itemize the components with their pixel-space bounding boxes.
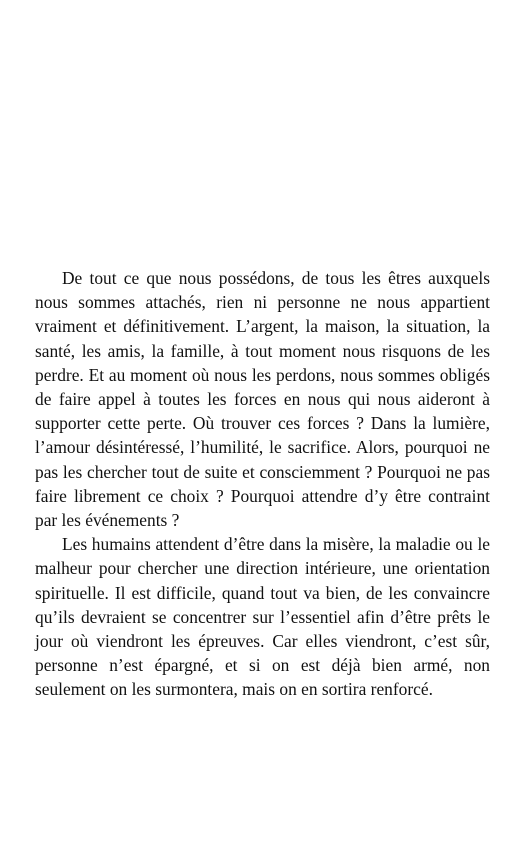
paragraph-2: Les humains attendent d’être dans la misère, la maladie ou le malheur pour chercher une direction intérieure, une orientation spirituelle. Il est difficile, quand tout va bien, de les convaincre qu’ils devraient se concentrer sur l’essentiel afin d’être prêts le jour où viendront les épreuves. Car elles viendront, c’est sûr, personne n’est épargné, et si on est déjà bien armé, non seulement on les surmontera, mais on en sortira renforcé.: [35, 534, 490, 700]
paragraph-1: De tout ce que nous possédons, de tous les êtres auxquels nous sommes attachés, rien ni personne ne nous appartient vraiment et définitivement. L’argent, la maison, la situation, la santé, les amis, la famille, à tout moment nous risquons de les perdre. Et au moment où nous les perdons, nous sommes obligés de faire appel à toutes les forces en nous qui nous aideront à supporter cette perte. Où trouver ces forces ? Dans la lumière, l’amour désintéressé, l’humilité, le sacrifice. Alors, pourquoi ne pas les chercher tout de suite et consciemment ? Pourquoi ne pas faire librement ce choix ? Pourquoi attendre d’y être contraint par les événements ?: [35, 268, 490, 531]
body-text: [35, 266, 490, 702]
